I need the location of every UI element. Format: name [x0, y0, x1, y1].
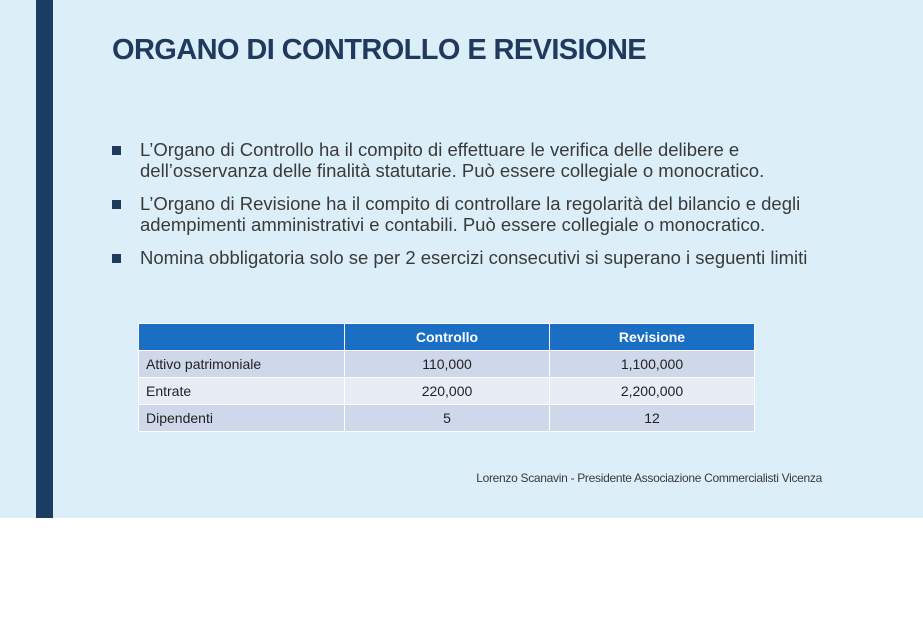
controllo-value: 110,000 — [345, 351, 550, 378]
revisione-value: 2,200,000 — [550, 378, 755, 405]
revisione-value: 1,100,000 — [550, 351, 755, 378]
bullet-item — [112, 247, 842, 268]
table-row — [139, 351, 755, 378]
limits-table — [138, 323, 755, 432]
controllo-value: 5 — [345, 405, 550, 432]
slide-title: ORGANO DI CONTROLLO E REVISIONE — [112, 34, 647, 66]
slide-footer: Lorenzo Scanavin - Presidente Associazione Commercialisti Vicenza — [476, 471, 822, 485]
table-header-revisione: Revisione — [550, 324, 755, 351]
bullet-text: Nomina obbligatoria solo se per 2 esercizi consecutivi si superano i seguenti limiti — [140, 247, 808, 268]
row-label: Entrate — [139, 378, 345, 405]
table-header-empty — [139, 324, 345, 351]
row-label: Dipendenti — [139, 405, 345, 432]
table-header-controllo: Controllo — [345, 324, 550, 351]
square-bullet-icon — [112, 254, 121, 263]
bullet-text: L’Organo di Revisione ha il compito di controllare la regolarità del bilancio e degli adempimenti amministrativi e contabili. Può essere collegiale o monocratico. — [140, 193, 801, 235]
revisione-value: 12 — [550, 405, 755, 432]
left-accent-bar — [36, 0, 53, 518]
bullet-list — [112, 139, 842, 280]
controllo-value: 220,000 — [345, 378, 550, 405]
bullet-item — [112, 193, 842, 235]
square-bullet-icon — [112, 200, 121, 209]
square-bullet-icon — [112, 146, 121, 155]
table-row — [139, 405, 755, 432]
row-label: Attivo patrimoniale — [139, 351, 345, 378]
table-row — [139, 378, 755, 405]
bullet-text: L’Organo di Controllo ha il compito di effettuare le verifica delle delibere e dell’osservanza delle finalità statutarie. Può essere collegiale o monocratico. — [140, 139, 765, 181]
bullet-item — [112, 139, 842, 181]
table-header-row — [139, 324, 755, 351]
